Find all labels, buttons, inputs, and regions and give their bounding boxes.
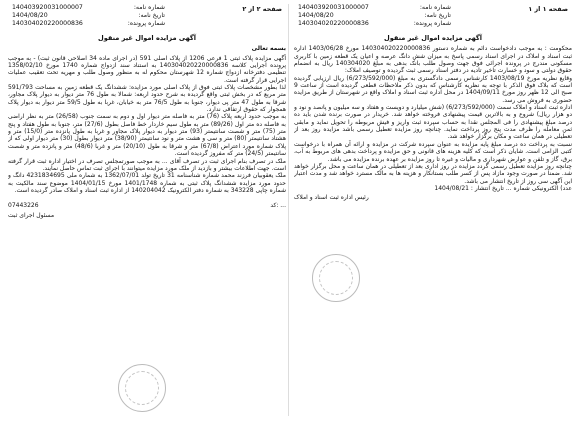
paragraph: وقایع نظریه مورخ 1403/08/19 کارشناس رسمی دادگستری به مبلغ (6/273/592/000) ریال ارزیابی گردیده است که بلاک فوق الذکر با توجه به نظریه کارشناس که بدون ذکر ملاحظات قطعی گردیده است از ساعت 9 صبح الی 12 ظهر روز مورخ 1404/09/11 در محل اداره ثبت اسناد و املاک واقع در شهرستان از طریق مزایده حضوری به فروش می رسد.: [294, 74, 572, 104]
paragraph: ملک یعقوبیان فرزند محمد شماره شناسنامه 31 تاریخ تولد 1362/07/01 به شماره ملی 4231834695 دانگ و حدود مورد مزایده ششدانگ پلاک ثبتی به شماره 1401/1748 مورخ 1404/01/15 موضوع سند مالکیت به شماره چاپی 343228 به شماره دفتر الکترونیک 140204042 از اداره ثبت اسناد و املاک صادر گردیده است.: [8, 172, 286, 194]
meta-row: [12, 20, 286, 28]
stamp-code: 07443226: [8, 202, 39, 210]
meta-value: 140304020220000836: [298, 20, 369, 27]
meta-value: 140403920031000007: [298, 4, 369, 11]
stamp-label: کد: ...: [270, 202, 286, 210]
paragraph: به موجب حدود اربعه پلاک (76) متر به فاصله متر دیوار اول و دوم به سمت جنوب (26/58) متر به نظر اراضی به فاصله ده متر اول (89/26) متر به طول سیم خاردار خط فاصل بطول (27/6) متر، جنوبا به طول هفتاد و پنج متر (75) متر و شصت سانتیمتر (93) متر دیوار به دیوار پلاک مجاور و غربا به طول پانزده متر (15/0) متر و هشتاد سانتیمتر (80) متر و سی و هشت متر و نود سانتیمتر (38/90) متر دیوار بطول (30) متر دیوار اولی که از پلاک شماره مورد اعتراض (67/8) متر و شرقا به طول (20/10) متر و غربا (48/6) متر و پانزده متر و شصت سانتیمتر (24/5) متر که مفروز گردیده است.: [8, 113, 286, 158]
notice-left: [8, 4, 286, 416]
signature: رئیس اداره ثبت اسناد و املاک: [294, 194, 369, 202]
meta-label: تاریخ نامه:: [138, 12, 165, 19]
page-number: صفحه ۲ از ۲: [242, 5, 282, 13]
meta-value: 1404/08/20: [12, 12, 48, 19]
notice-title: آگهی مزایده اموال غیر منقول: [97, 34, 197, 42]
notice-subhead: بسمه تعالی: [251, 45, 286, 53]
stamp-seal: [312, 254, 360, 302]
page-number: صفحه ۱ از ۱: [528, 5, 568, 13]
meta-value: 140304020220000836: [12, 20, 83, 27]
paragraph: عدد) الکترونیکی شماره ... تاریخ انتشار : 1404/08/21: [434, 184, 572, 192]
paragraph: آگهی مزایده پلاک ثبتی 1 فرعی 1206 از پلاک اصلی 591 (در اجرای ماده 34 اصلاحی قانون ثبت) - به موجب پرونده اجرایی کلاسه 140304020220000836 به استناد سند ازدواج شماره 1740 مورخ 1358/02/10 تنظیمی دفترخانه ازدواج شماره 12 شهرستان محکوم له به منظور وصول طلب و مهریه تحت تعقیب عملیات اجرایی قرار گرفته است.: [8, 54, 286, 84]
paragraph: اداره ثبت اسناد و املاک سمت (6/273/592/000) (شش میلیارد و دویست و هفتاد و سه میلیون و پانصد و نود و دو هزار ریال) شروع و به بالاترین قیمت پیشنهادی فروخته خواهد شد. خریدار در صورت برنده شدن باید ده درصد مبلغ پیشنهادی را فی المجلس نقدا به حساب سپرده ثبت واریز و فیش مربوطه را تحویل نماید و مابقی ثمن معامله را ظرف مدت پنج روز پرداخت نماید. چنانچه روز مزایده تعطیل رسمی باشد مزایده روز بعد از تعطیلی در همان ساعت و مکان برگزار خواهد شد.: [294, 104, 572, 141]
meta-label: شماره نامه:: [419, 4, 451, 11]
meta-value: 140403920031000007: [12, 4, 83, 11]
column-divider: [288, 4, 289, 416]
paragraph: ملک در تصرف بنام اجرای ثبت در تصرف آقای ... به موجب صورتمجلس تصرف در اختیار اداره ثبت قرار گرفته است. جهت اطلاعات بیشتر و بازدید از ملک مورد مزایده میتوانند با اجرای ثبت تماس حاصل نمایند.: [8, 157, 286, 172]
paragraph: نسبت به پرداخت ده درصد مبلغ پایه مزایده به عنوان سپرده شرکت در مزایده و ارائه آن همراه با درخواست کتبی الزامی است. شایان ذکر است که کلیه هزینه های قانونی و حق مزایده و پرداخت بدهی های مربوط به آب، برق، گاز و تلفن و عوارض شهرداری و مالیات و غیره تا روز مزایده بر عهده برنده مزایده می باشد.: [294, 140, 572, 163]
meta-value: 1404/08/20: [298, 12, 334, 19]
paragraph: لذا بطور مشخصات پلاک ثبتی فوق از پلاک اصلی مورد مزایده: ششدانگ یک قطعه زمین به مساحت 591/793 متر مربع که در بخش ثبتی واقع گردیده به شرح حدود اربعه: شمالا به طول 76 متر دیوار به دیوار پلاک مجاور، شرقا به طول 47 متر پی دیوار، جنوبا به طول 76/5 متر به خیابان، غربا به طول 59/5 متر دیوار به دیوار پلاک همجوار که حقوق ارتفاقی ندارد.: [8, 84, 286, 114]
stamp-seal: [118, 364, 166, 412]
footer-signature: مسئول اجرای ثبت: [8, 211, 55, 219]
notice-right: [294, 4, 572, 416]
paragraph: محکومت : به موجب دادخواست دائم به شماره دستور 140304020220000836 مورخ 1403/06/28 اداره ثبت اسناد و املاک در اجرای اسناد رسمی پاسخ به میزان شش دانگ عرصه و اعیان یک قطعه زمین با کاربری مسکونی مندرج در پرونده اجرائی فوق جهت وصول طلب بانک بدهی به مبلغ 140304020 ریال به انضمام حقوق دولتی و سود و خسارت تاخیر تادیه در دفتر اسناد رسمی ثبت گردیده و توصیف املاک:: [294, 45, 572, 75]
meta-row: [298, 20, 572, 28]
meta-label: شماره پرونده:: [127, 20, 165, 27]
meta-label: شماره نامه:: [133, 4, 165, 11]
paragraph: چنانچه روز مزایده تعطیل رسمی گردد مزایده در روز اداری بعد از تعطیلی در همان ساعت و محل برگزار خواهد شد. ضمنا در صورت وجود مازاد پس از کسر طلب بستانکار و هزینه ها به مالک مسترد خواهد شد و مدت اعتبار این آگهی سی روز از تاریخ انتشار می باشد.: [294, 162, 572, 185]
notice-title: آگهی مزایده اموال غیر منقول: [383, 34, 483, 42]
meta-label: شماره پرونده:: [413, 20, 451, 27]
meta-label: تاریخ نامه:: [424, 12, 451, 19]
stamp-line: [8, 202, 286, 209]
